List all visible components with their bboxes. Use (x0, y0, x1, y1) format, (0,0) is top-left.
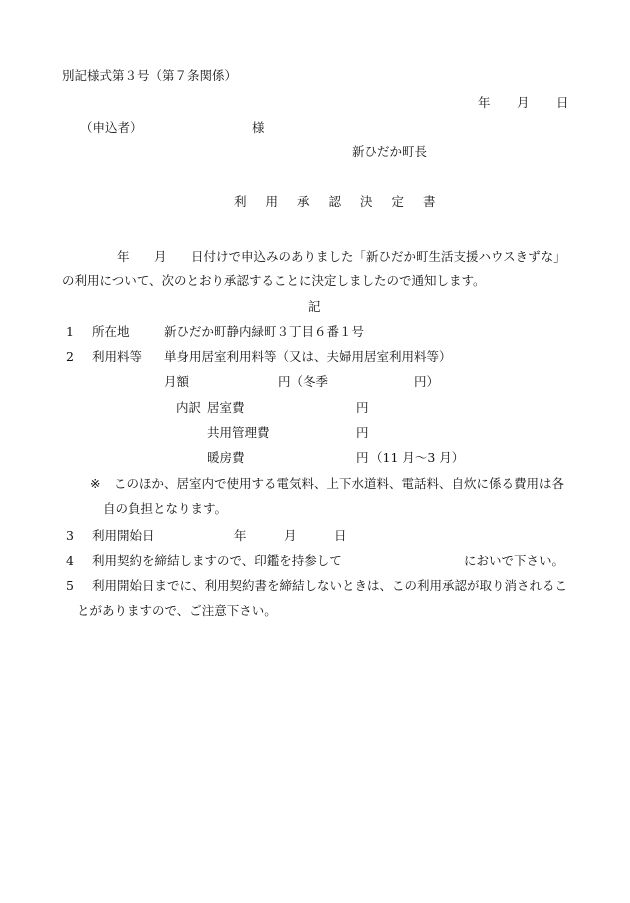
form-label: 別記様式第３号（第７条関係） (62, 68, 238, 83)
item2-value: 単身用居室利用料等（又は、夫婦用居室利用料等） (164, 349, 452, 364)
item3-year: 年 (234, 528, 247, 543)
monthly-close: 円） (414, 374, 440, 389)
heating-fee-note: （11 月～3 月） (370, 450, 465, 465)
note-line1: このほか、居室内で使用する電気料、上下水道料、電話料、自炊に係る費用は各 (114, 476, 565, 491)
applicant-honorific: 様 (252, 120, 265, 135)
intro-month: 月 (154, 249, 167, 264)
date-year: 年 (478, 95, 491, 110)
intro-line2: の利用について、次のとおり承認することに決定しましたので通知します。 (62, 273, 486, 288)
date-month: 月 (517, 95, 530, 110)
note-mark: ※ (90, 476, 101, 491)
room-fee-unit: 円 (356, 400, 369, 415)
room-fee-label: 居室費 (207, 400, 245, 415)
issuer: 新ひだか町長 (352, 144, 428, 159)
item2-number: 2 (66, 349, 74, 364)
shared-fee-unit: 円 (356, 425, 369, 440)
monthly-label: 月額 (164, 374, 190, 389)
item1-value: 新ひだか町静内緑町３丁目６番１号 (164, 324, 365, 339)
item4-text-b: においで下さい。 (464, 553, 565, 568)
item1-number: 1 (66, 324, 74, 339)
intro-year: 年 (117, 249, 130, 264)
title-char: 認 (328, 194, 342, 209)
item4-number: 4 (66, 553, 74, 568)
document-title (234, 196, 436, 209)
title-char: 定 (391, 194, 405, 209)
item3-label: 利用開始日 (92, 528, 155, 543)
shared-fee-label: 共用管理費 (207, 425, 270, 440)
note-line2: 自の負担となります。 (103, 501, 228, 516)
monthly-yen: 円（冬季 (278, 374, 329, 389)
item1-label: 所在地 (92, 324, 130, 339)
title-char: 決 (360, 194, 373, 209)
item5-line2: とがありますので、ご注意下さい。 (77, 603, 277, 618)
title-char: 用 (265, 194, 279, 209)
item2-label: 利用料等 (92, 349, 143, 364)
ki-mark: 記 (308, 299, 321, 314)
heating-fee-label: 暖房費 (207, 450, 245, 465)
title-char: 利 (234, 194, 247, 209)
heating-fee-unit: 円 (356, 450, 369, 465)
intro-line1: 日付けで申込みのありました「新ひだか町生活支援ハウスきずな」 (191, 249, 566, 264)
date-day: 日 (556, 95, 569, 110)
title-char: 承 (297, 194, 310, 209)
breakdown-label: 内訳 (176, 400, 202, 415)
title-char: 書 (423, 194, 436, 209)
item5-number: 5 (66, 578, 74, 593)
item5-line1: 利用開始日までに、利用契約書を締結しないときは、この利用承認が取り消されるこ (92, 578, 568, 593)
applicant-label: （申込者） (80, 120, 143, 135)
item4-text-a: 利用契約を締結しますので、印鑑を持参して (92, 553, 342, 568)
item3-number: 3 (66, 528, 74, 543)
item3-day: 日 (334, 528, 347, 543)
item3-month: 月 (284, 528, 297, 543)
